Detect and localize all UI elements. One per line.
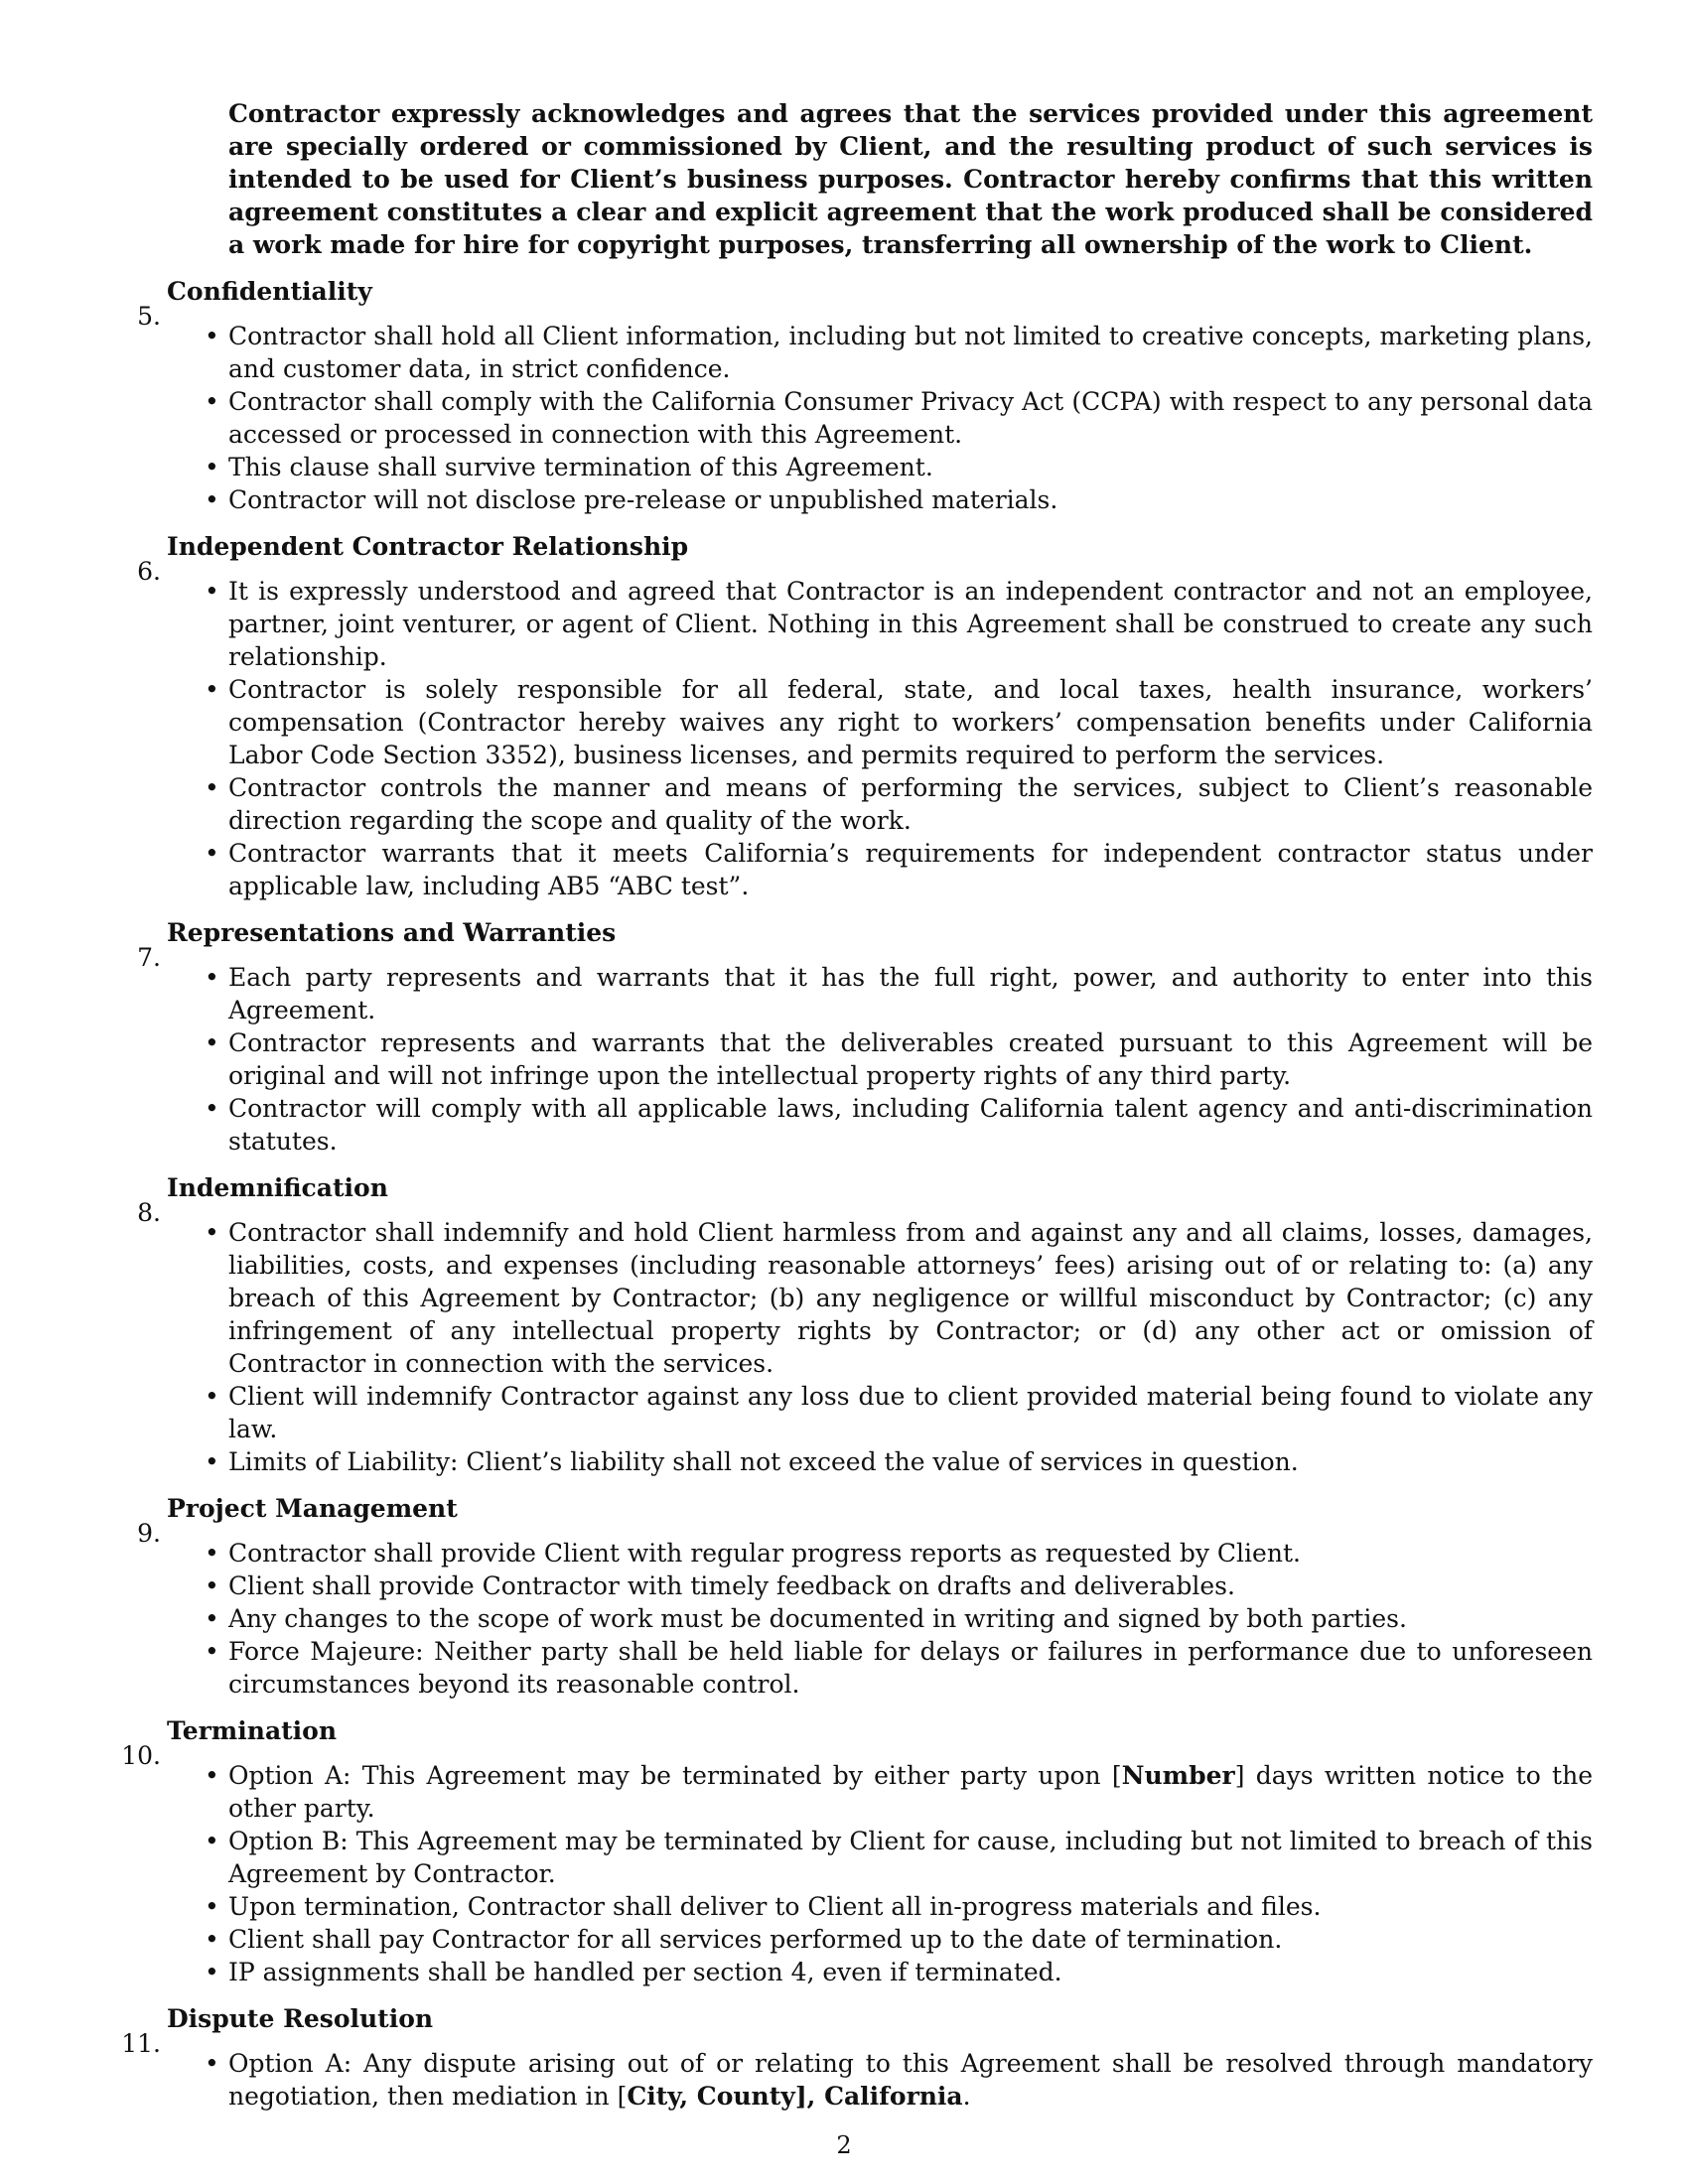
list-item: • Limits of Liability: Client’s liability shall not exceed the value of services in question. <box>228 1445 1593 1478</box>
bullet-list <box>167 575 1593 902</box>
placeholder-state: California <box>824 2082 963 2111</box>
document-body <box>121 97 1593 2113</box>
section-title: Confidentiality <box>167 277 372 306</box>
list-item: • Contractor warrants that it meets California’s requirements for independent contractor status under applicable law, including AB5 “ABC test”. <box>228 837 1593 902</box>
list-item: • Contractor shall indemnify and hold Client harmless from and against any and all claims, losses, damages, liabilities, costs, and expenses (including reasonable attorneys’ fees) arising out of or relating to: (a) any breach of this Agreement by Contractor; (b) any negligence or willful misconduct by Contractor; (c) any infringement of any intellectual property rights by Contractor; or (d) any other act or omission of Contractor in connection with the services. <box>228 1216 1593 1380</box>
section-number: 11. <box>121 2029 161 2058</box>
list-item: • IP assignments shall be handled per section 4, even if terminated. <box>228 1956 1593 1988</box>
list-item: • Contractor shall hold all Client information, including but not limited to creative concepts, marketing plans, and customer data, in strict confidence. <box>228 320 1593 385</box>
list-item: • Contractor shall provide Client with regular progress reports as requested by Client. <box>228 1537 1593 1570</box>
list-item: • Contractor will not disclose pre-release or unpublished materials. <box>228 483 1593 516</box>
section-heading <box>121 2002 1593 2058</box>
list-item <box>228 1759 1593 1825</box>
section-independent-contractor <box>137 530 1593 902</box>
page-number: 2 <box>836 2131 852 2159</box>
list-item: • Any changes to the scope of work must be documented in writing and signed by both parties. <box>228 1602 1593 1635</box>
section-number: 10. <box>121 1741 161 1770</box>
bullet-list <box>167 2047 1593 2113</box>
placeholder-number: Number <box>1121 1761 1235 1790</box>
section-project-management <box>137 1492 1593 1701</box>
section-title: Termination <box>167 1716 338 1745</box>
section-number: 8. <box>137 1198 161 1227</box>
list-item: • Upon termination, Contractor shall deliver to Client all in-progress materials and files. <box>228 1890 1593 1923</box>
list-item: • Contractor is solely responsible for all federal, state, and local taxes, health insurance, workers’ compensation (Contractor hereby waives any right to workers’ compensation benefits under California Labor Code Section 3352), business licenses, and permits required to perform the services. <box>228 673 1593 771</box>
section-number: 7. <box>137 943 161 972</box>
section-number: 6. <box>137 557 161 586</box>
list-item: • Option B: This Agreement may be terminated by Client for cause, including but not limited to breach of this Agreement by Contractor. <box>228 1825 1593 1890</box>
section-title: Independent Contractor Relationship <box>167 532 689 561</box>
section-termination <box>121 1714 1593 1988</box>
list-item: • Client will indemnify Contractor against any loss due to client provided material being found to violate any law. <box>228 1380 1593 1445</box>
intro-paragraph: Contractor expressly acknowledges and agrees that the services provided under this agreement are specially ordered or commissioned by Client, and the resulting product of such services is intended to be used for Client’s business purposes. Contractor hereby confirms that this written agreement constitutes a clear and explicit agreement that the work produced shall be considered a work made for hire for copyright purposes, transferring all ownership of the work to Client. <box>228 99 1593 259</box>
list-item: • Each party represents and warrants that it has the full right, power, and authority to enter into this Agreement. <box>228 961 1593 1026</box>
section-heading <box>137 275 1593 331</box>
list-item: • Client shall provide Contractor with timely feedback on drafts and deliverables. <box>228 1570 1593 1602</box>
section-title: Project Management <box>167 1494 458 1523</box>
list-item-text: ] days written notice to the other party. <box>228 1761 1593 1823</box>
list-item-text: ], <box>794 2082 825 2111</box>
placeholder-city-county: City, County <box>627 2082 795 2111</box>
list-item: • Client shall pay Contractor for all services performed up to the date of termination. <box>228 1923 1593 1956</box>
bullet-list <box>167 1759 1593 1988</box>
section-dispute-resolution <box>121 2002 1593 2113</box>
list-item: • Contractor represents and warrants that the deliverables created pursuant to this Agreement will be original and will not infringe upon the intellectual property rights of any third party. <box>228 1026 1593 1092</box>
section-title: Dispute Resolution <box>167 2004 434 2033</box>
section-heading <box>121 1714 1593 1770</box>
bullet-list <box>167 1537 1593 1701</box>
list-item-text: Option A: This Agreement may be terminated by either party upon [ <box>228 1761 1122 1790</box>
list-item: • Contractor controls the manner and means of performing the services, subject to Client’s reasonable direction regarding the scope and quality of the work. <box>228 771 1593 837</box>
section-title: Indemnification <box>167 1173 388 1202</box>
list-item: • Contractor shall comply with the California Consumer Privacy Act (CCPA) with respect to any personal data accessed or processed in connection with this Agreement. <box>228 385 1593 451</box>
list-item: • Contractor will comply with all applicable laws, including California talent agency and anti-discrimination statutes. <box>228 1092 1593 1158</box>
section-indemnification <box>137 1171 1593 1478</box>
section-number: 9. <box>137 1519 161 1548</box>
bullet-list <box>167 320 1593 516</box>
list-item: • This clause shall survive termination of this Agreement. <box>228 451 1593 483</box>
section-title: Representations and Warranties <box>167 918 617 947</box>
section-heading <box>137 1492 1593 1548</box>
section-heading <box>137 916 1593 972</box>
list-item-text: . <box>962 2082 971 2111</box>
section-number: 5. <box>137 302 161 331</box>
bullet-list <box>167 1216 1593 1478</box>
bullet-list <box>167 961 1593 1158</box>
list-item: • It is expressly understood and agreed that Contractor is an independent contractor and not an employee, partner, joint venturer, or agent of Client. Nothing in this Agreement shall be construed to create any such relationship. <box>228 575 1593 673</box>
list-item-text: Option A: Any dispute arising out of or relating to this Agreement shall be resolved through mandatory negotiation, then mediation in [ <box>228 2049 1593 2111</box>
list-item <box>228 2047 1593 2113</box>
section-representations <box>137 916 1593 1158</box>
section-heading <box>137 1171 1593 1227</box>
section-confidentiality <box>137 275 1593 516</box>
list-item: • Force Majeure: Neither party shall be held liable for delays or failures in performance due to unforeseen circumstances beyond its reasonable control. <box>228 1635 1593 1701</box>
section-heading <box>137 530 1593 586</box>
